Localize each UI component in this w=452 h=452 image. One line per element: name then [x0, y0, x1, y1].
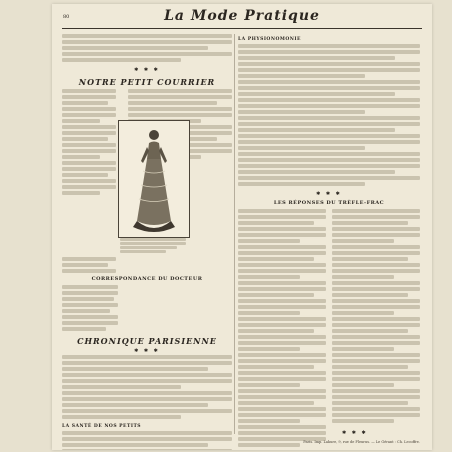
physiognomie-text [238, 44, 420, 186]
illustration-caption [120, 238, 186, 254]
header-rule [62, 28, 422, 29]
chronique-stars: ✱ ✱ ✱ [134, 348, 160, 354]
page-number: 80 [63, 14, 70, 20]
end-stars: ✱ ✱ ✱ [342, 430, 368, 436]
chronique-heading: CHRONIQUE PARISIENNE [77, 336, 217, 346]
reponses-stars: ✱ ✱ ✱ [316, 191, 342, 197]
separator-stars: ✱ ✱ ✱ [134, 67, 160, 73]
courrier-heading: NOTRE PETIT COURRIER [78, 77, 216, 87]
chronique-text [62, 355, 232, 419]
reponses-text-right [332, 209, 420, 425]
sante-text [62, 431, 232, 450]
right-column [238, 34, 420, 449]
docteur-heading: CORRESPONDANCE DU DOCTEUR [91, 276, 203, 282]
intro-paragraph [62, 34, 232, 62]
courrier-text-left [62, 89, 116, 197]
sante-heading: LA SANTÉ DE NOS PETITS [62, 424, 142, 429]
page-title: La Mode Pratique [164, 8, 320, 24]
imprint-footer: Paris. Imp. Lahure, 9, rue de Fleurus. — Le Gérant : Ch. Lecoffre. [303, 440, 420, 444]
physiognomie-heading: LA PHYSIONOMONIE [238, 37, 301, 42]
fashion-illustration [118, 120, 190, 238]
reponses-text-left [238, 209, 326, 449]
column-divider [234, 34, 235, 434]
dress-figure-drawing [119, 121, 189, 237]
courrier-continued [62, 257, 116, 273]
docteur-text [62, 285, 232, 331]
reponses-heading: LES RÉPONSES DU TRÈFLE-FRAC [273, 200, 385, 206]
magazine-page [52, 4, 432, 450]
